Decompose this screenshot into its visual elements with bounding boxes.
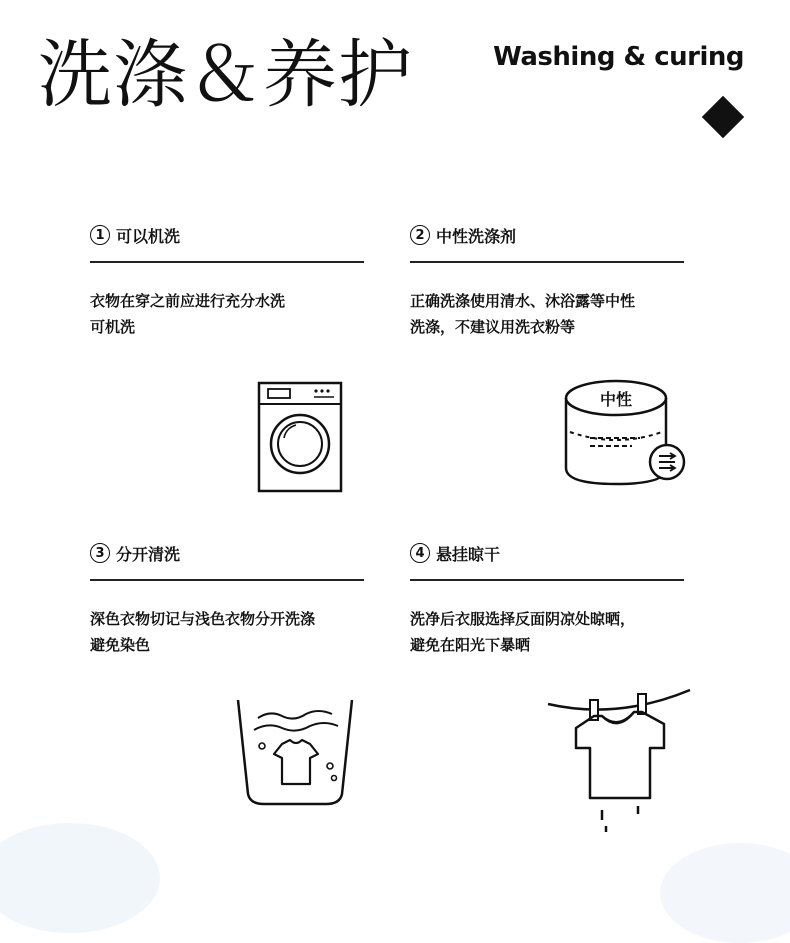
description-line: 可机洗 [90,318,136,336]
care-section-neutral-detergent [410,222,700,340]
description-line: 深色衣物切记与浅色衣物分开洗涤 [90,610,316,628]
divider [410,579,684,581]
section-title: 悬挂晾干 [436,544,501,564]
detergent-container-icon [560,376,692,492]
section-title: 中性洗涤剂 [436,226,517,246]
divider [90,579,364,581]
care-section-separate-wash [90,540,380,658]
section-number-badge: 3 [90,543,110,563]
wash-basin-shirt-icon [234,696,358,808]
section-description [410,606,700,658]
section-description [90,288,380,340]
section-number-badge: 2 [410,225,430,245]
page-subtitle: Washing & curing [493,42,744,72]
hanging-shirt-icon [546,686,692,834]
description-line: 洗涤，不建议用洗衣粉等 [410,318,576,336]
description-line: 洗净后衣服选择反面阴凉处晾晒， [410,610,636,628]
section-number-badge: 4 [410,543,430,563]
care-section-hang-dry [410,540,700,658]
detergent-label: 中性 [599,390,633,409]
section-number-badge: 1 [90,225,110,245]
washing-machine-icon [256,380,346,496]
page-title: 洗涤＆养护 [38,32,413,118]
background-decoration [660,843,790,943]
description-line: 避免染色 [90,636,151,654]
divider [410,261,684,263]
section-title: 可以机洗 [116,226,181,246]
background-decoration [0,823,160,933]
description-line: 衣物在穿之前应进行充分水洗 [90,292,286,310]
description-line: 正确洗涤使用清水、沐浴露等中性 [410,292,636,310]
diamond-icon [702,96,744,138]
section-title: 分开清洗 [116,544,181,564]
section-description [90,606,380,658]
description-line: 避免在阳光下暴晒 [410,636,531,654]
care-section-machine-wash [90,222,380,340]
divider [90,261,364,263]
section-description [410,288,700,340]
